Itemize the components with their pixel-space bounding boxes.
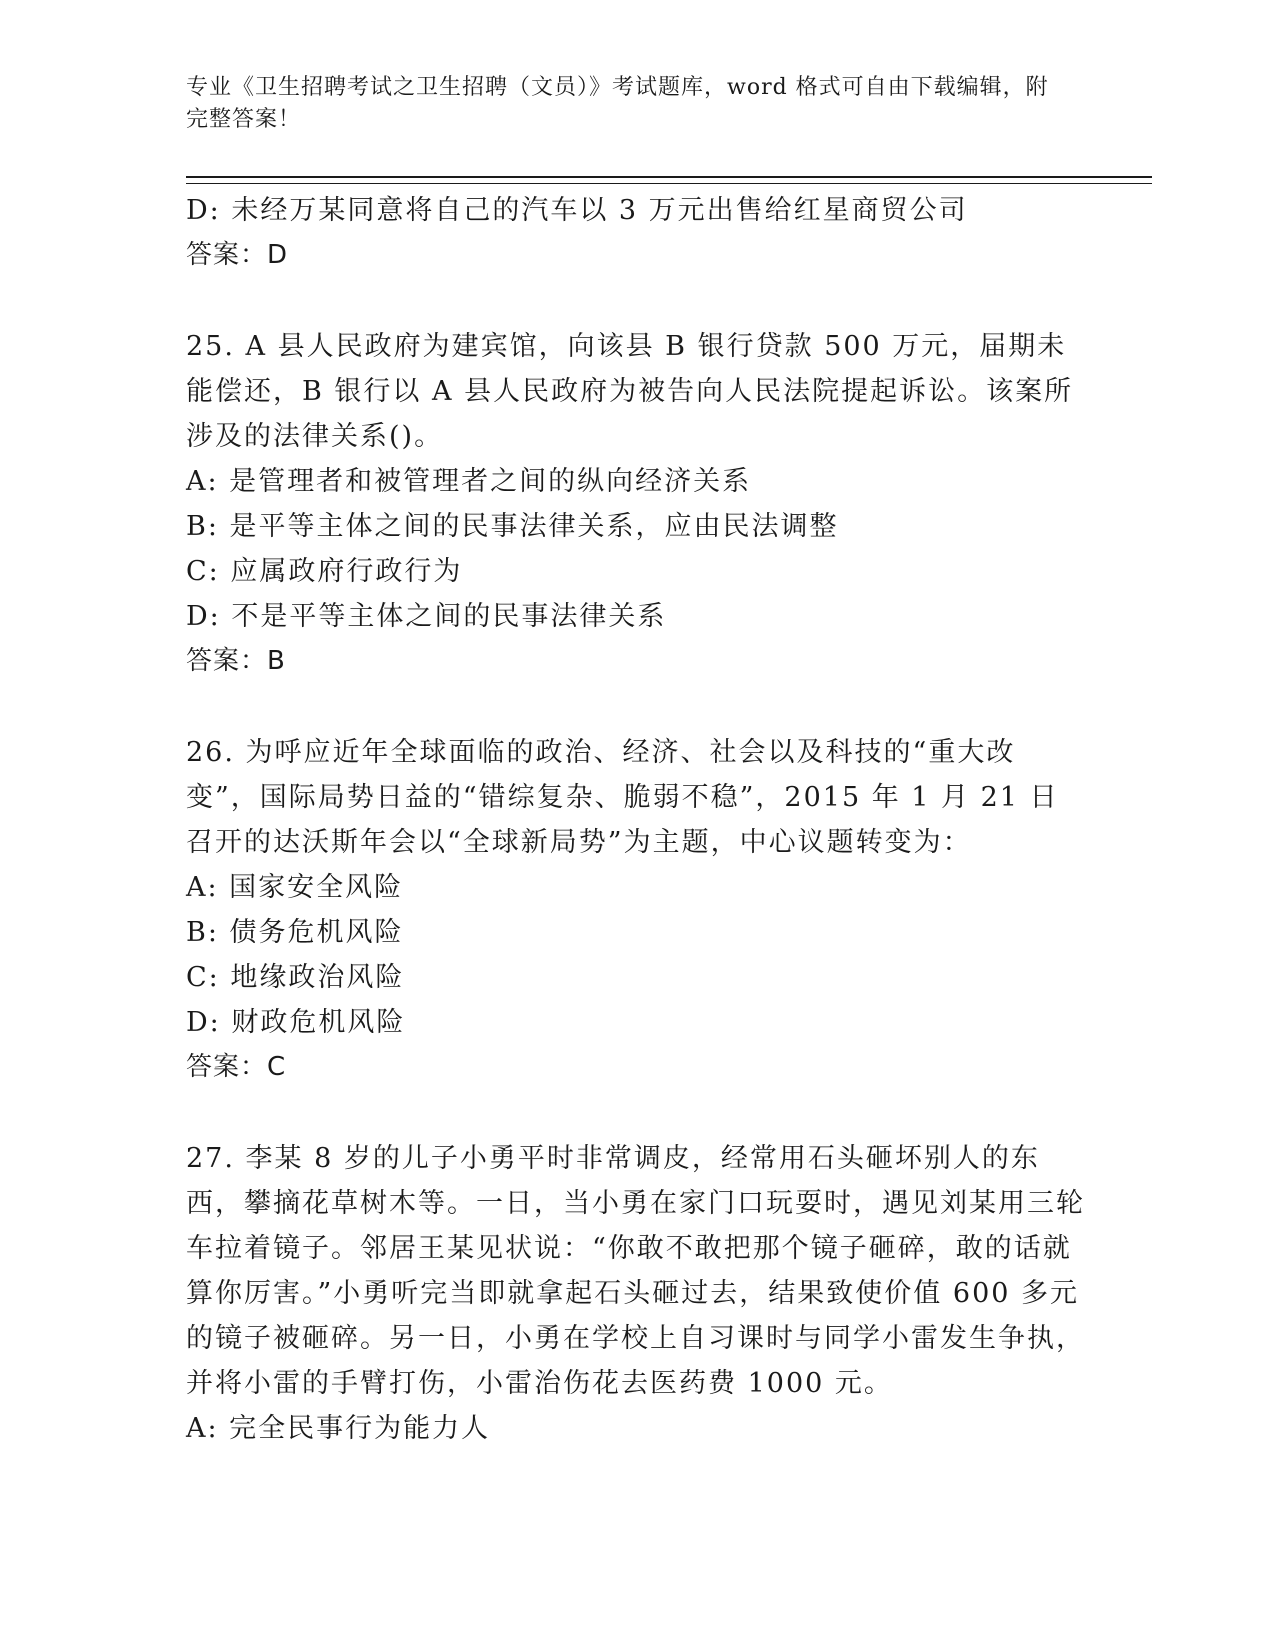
option-a: A: 完全民事行为能力人 (186, 1413, 491, 1444)
question-25 (186, 324, 1086, 684)
question-27 (186, 1136, 1086, 1451)
header-rule-thick (186, 176, 1152, 178)
option-b: B: 债务危机风险 (186, 917, 404, 948)
question-stem: 27. 李某 8 岁的儿子小勇平时非常调皮，经常用石头砸坏别人的东西，攀摘花草树木等。一日，当小勇在家门口玩耍时，遇见刘某用三轮车拉着镜子。邻居王某见状说：“你敢不敢把那个镜子砸碎，敢的话就算你厉害。”小勇听完当即就拿起石头砸过去，结果致使价值 600 多元的镜子被砸碎。另一日，小勇在学校上自习课时与同学小雷发生争执，并将小雷的手臂打伤，小雷治伤花去医药费 1000 元。 (186, 1143, 1085, 1399)
document-header (186, 72, 1066, 136)
option-a: A: 是管理者和被管理者之间的纵向经济关系 (186, 466, 752, 497)
option-a: A: 国家安全风险 (186, 872, 404, 903)
option-d: D: 未经万某同意将自己的汽车以 3 万元出售给红星商贸公司 (186, 195, 968, 226)
question-stem: 25. A 县人民政府为建宾馆，向该县 B 银行贷款 500 万元，届期未能偿还，B 银行以 A 县人民政府为被告向人民法院提起诉讼。该案所涉及的法律关系()。 (186, 331, 1074, 452)
option-c: C: 应属政府行政行为 (186, 556, 463, 587)
question-stem: 26. 为呼应近年全球面临的政治、经济、社会以及科技的“重大改变”，国际局势日益的“错综复杂、脆弱不稳”，2015 年 1 月 21 日召开的达沃斯年会以“全球新局势”为主题，中心议题转变为： (186, 737, 1059, 858)
answer-label: 答案：C (186, 1052, 287, 1082)
document-body (186, 188, 1086, 1451)
option-d: D: 财政危机风险 (186, 1007, 406, 1038)
answer-label: 答案：B (186, 646, 286, 676)
question-24-tail (186, 188, 1086, 278)
header-text: 专业《卫生招聘考试之卫生招聘（文员）》考试题库，word 格式可自由下载编辑，附完整答案！ (186, 75, 1049, 132)
answer-label: 答案：D (186, 240, 289, 270)
question-26 (186, 730, 1086, 1090)
option-d: D: 不是平等主体之间的民事法律关系 (186, 601, 667, 632)
option-c: C: 地缘政治风险 (186, 962, 405, 993)
option-b: B: 是平等主体之间的民事法律关系，应由民法调整 (186, 511, 839, 542)
header-rule-thin (186, 183, 1152, 184)
